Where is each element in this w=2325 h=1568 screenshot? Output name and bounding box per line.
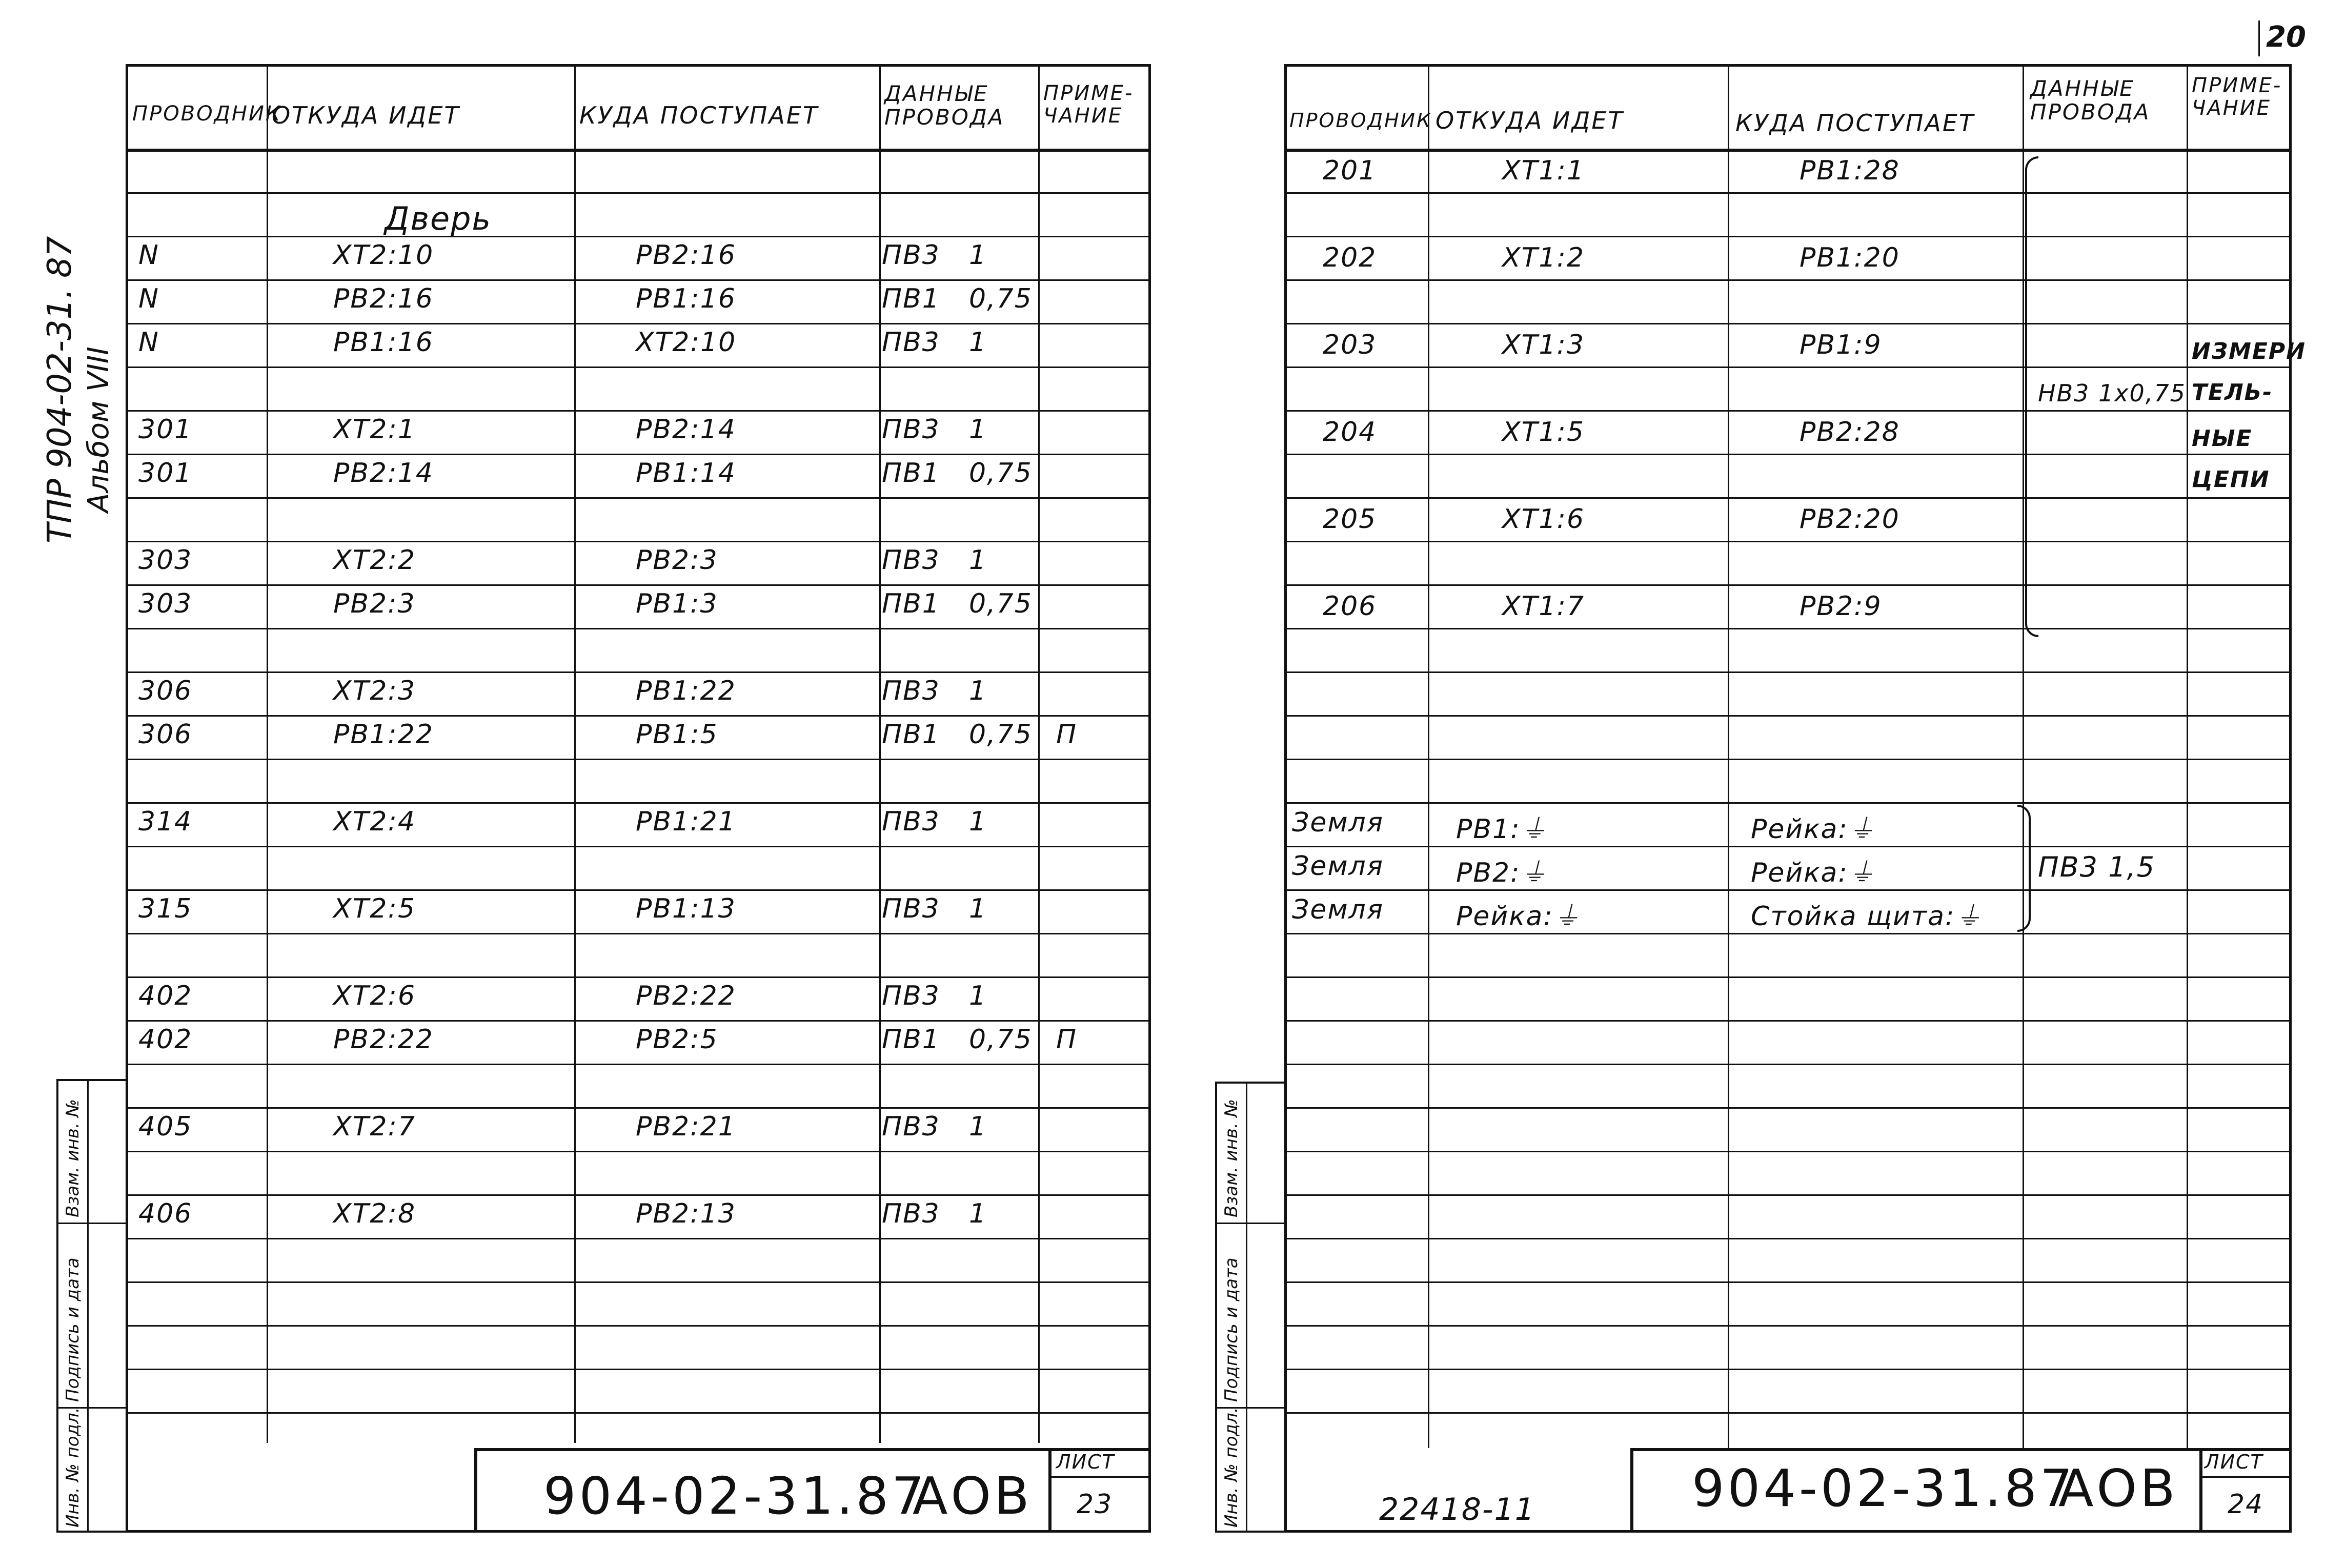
table-cell-to: PB2:13 — [636, 1198, 736, 1229]
table-cell-size: 1 — [969, 676, 987, 706]
row-line — [126, 236, 1151, 237]
table-cell-to: PB2:5 — [636, 1024, 718, 1055]
table-cell-conductor: 303 — [138, 545, 193, 576]
row-line — [126, 279, 1151, 281]
table-cell-conductor: N — [138, 327, 159, 358]
table-cell-size: 1 — [969, 1111, 987, 1142]
divider — [1215, 1223, 1287, 1224]
row-line — [1284, 671, 2292, 673]
table-cell-to: PB2:22 — [636, 981, 736, 1011]
header-note: ПРИМЕ-ЧАНИЕ — [2192, 74, 2282, 120]
table-cell-wire: ПВ1 — [882, 719, 940, 750]
group-wire: НВ3 1х0,75 — [2038, 379, 2186, 407]
table-cell-from: XT2:4 — [333, 806, 416, 837]
title-block-sheet-sep — [1048, 1448, 1052, 1533]
table-cell-to: PB2:21 — [636, 1111, 736, 1142]
row-line — [1284, 1412, 2292, 1414]
header-wire-data: ДАННЫЕ ПРОВОДА — [884, 81, 1005, 130]
sheet-number: 24 — [2228, 1489, 2264, 1520]
row-line — [126, 192, 1151, 194]
col-sep — [1728, 64, 1729, 1448]
table-cell-conductor: 314 — [138, 806, 193, 837]
stamp-signature: Подпись и дата — [1221, 1257, 1242, 1402]
row-line — [1284, 497, 2292, 499]
row-line — [1284, 279, 2292, 281]
table-cell-from: XT2:7 — [333, 1111, 416, 1142]
table-cell-to: PB1:28 — [1800, 155, 1900, 186]
row-line — [1284, 1238, 2292, 1239]
table-cell-size: 1 — [969, 893, 987, 924]
table-cell-to: PB2:16 — [636, 240, 736, 271]
header-to: КУДА ПОСТУПАЕТ — [579, 101, 819, 129]
doc-suffix: АОВ — [913, 1466, 1033, 1526]
page-number: 20 — [2266, 21, 2306, 54]
table-cell-to: PB1:22 — [636, 676, 736, 706]
row-line — [1284, 192, 2292, 194]
table-cell-to: PB1:21 — [636, 806, 736, 837]
row-line — [126, 1064, 1151, 1065]
row-line — [1284, 541, 2292, 542]
table-cell-to: PB1:9 — [1800, 330, 1882, 360]
table-cell-from: PB2:16 — [333, 283, 434, 314]
table-cell-to: PB1:3 — [636, 588, 718, 619]
table-cell-from: XT1:7 — [1502, 591, 1585, 622]
row-line — [1284, 802, 2292, 804]
row-line — [1284, 976, 2292, 978]
table-cell-from: XT2:2 — [333, 545, 416, 576]
stamp-inv: Инв. № подл. — [63, 1407, 83, 1528]
header-note: ПРИМЕ-ЧАНИЕ — [1043, 82, 1134, 128]
table-cell-from: XT1:6 — [1502, 504, 1585, 535]
table-cell-conductor: 406 — [138, 1198, 193, 1229]
row-line — [126, 976, 1151, 978]
row-line — [126, 628, 1151, 629]
table-cell-conductor: 405 — [138, 1111, 193, 1142]
table-cell-wire: ПВ3 — [882, 676, 940, 706]
table-cell-from: XT1:5 — [1502, 417, 1585, 447]
row-line — [1284, 454, 2292, 455]
table-cell-wire: ПВ3 — [882, 414, 940, 445]
table-cell-wire: ПВ1 — [882, 1024, 940, 1055]
row-line — [126, 541, 1151, 542]
table-cell-conductor: 201 — [1323, 155, 1377, 186]
table-cell-to: PB1:5 — [636, 719, 718, 750]
table-cell-size: 0,75 — [969, 719, 1033, 750]
row-line — [1284, 236, 2292, 237]
stamp-replace: Взам. инв. № — [63, 1099, 83, 1217]
row-line — [126, 1194, 1151, 1196]
col-sep — [1038, 64, 1040, 1443]
table-cell-wire: ПВ3 — [882, 545, 940, 576]
table-cell-to: PB2:9 — [1800, 591, 1882, 622]
table-cell-from: XT2:10 — [333, 240, 434, 271]
table-cell-wire: ПВ3 — [882, 1198, 940, 1229]
sheet-label: ЛИСТ — [1056, 1451, 1115, 1473]
table-cell-from: XT2:1 — [333, 414, 416, 445]
table-cell-from: XT2:6 — [333, 981, 416, 1011]
table-cell-note: П — [1056, 1024, 1078, 1055]
table-cell-conductor: 306 — [138, 676, 193, 706]
sheet-number: 23 — [1077, 1489, 1113, 1520]
handwritten-number: 22418-11 — [1379, 1492, 1535, 1528]
stamp-inv: Инв. № подл. — [1221, 1407, 1242, 1528]
row-line — [126, 410, 1151, 412]
row-line — [1284, 715, 2292, 717]
row-line — [126, 366, 1151, 368]
table-cell-to: PB1:20 — [1800, 242, 1900, 273]
ground-wire: ПВ3 1,5 — [2038, 851, 2156, 883]
divider — [2199, 1476, 2292, 1478]
table-cell-to: PB1:16 — [636, 283, 736, 314]
header-to: КУДА ПОСТУПАЕТ — [1735, 109, 1975, 137]
table-cell-from: XT1:3 — [1502, 330, 1585, 360]
ground-cell-conductor: Земля — [1292, 807, 1384, 838]
right-sheet-frame — [1284, 64, 2292, 1533]
ground-cell-from: PB2:⏚ — [1456, 858, 1548, 888]
side-title-line1: ТПР 904-02-31. 87 — [41, 236, 79, 543]
table-cell-from: PB2:22 — [333, 1024, 434, 1055]
group-note-1: ИЗМЕРИ — [2192, 338, 2306, 364]
row-line — [1284, 628, 2292, 629]
header-conductor: ПРОВОДНИК — [1289, 109, 1432, 132]
row-line — [126, 1107, 1151, 1109]
ground-cell-from: Рейка:⏚ — [1456, 901, 1581, 932]
table-cell-wire: ПВ1 — [882, 458, 940, 488]
table-cell-conductor: 204 — [1323, 417, 1377, 447]
row-line — [1284, 1020, 2292, 1022]
table-cell-size: 1 — [969, 545, 987, 576]
table-cell-conductor: N — [138, 240, 159, 271]
title-block-sheet-sep — [2199, 1448, 2202, 1533]
ground-cell-to: Рейка:⏚ — [1751, 858, 1876, 888]
table-cell-size: 1 — [969, 981, 987, 1011]
table-cell-conductor: 306 — [138, 719, 193, 750]
ground-cell-conductor: Земля — [1292, 894, 1384, 925]
table-cell-from: XT1:2 — [1502, 242, 1585, 273]
header-separator — [1284, 149, 2292, 152]
row-line — [126, 889, 1151, 891]
row-line — [126, 323, 1151, 324]
row-line — [126, 1325, 1151, 1327]
row-line — [1284, 846, 2292, 847]
row-line — [1284, 933, 2292, 934]
row-line — [1284, 889, 2292, 891]
col-sep — [2187, 64, 2188, 1448]
row-line — [1284, 410, 2292, 412]
row-line — [1284, 1325, 2292, 1327]
row-line — [1284, 1151, 2292, 1152]
table-cell-to: PB1:14 — [636, 458, 736, 488]
row-line — [1284, 1281, 2292, 1283]
table-cell-to: PB2:14 — [636, 414, 736, 445]
table-cell-conductor: 205 — [1323, 504, 1377, 535]
table-cell-size: 0,75 — [969, 1024, 1033, 1055]
divider — [1048, 1476, 1151, 1478]
side-title-line2: Альбом VIII — [82, 347, 115, 513]
table-cell-conductor: 203 — [1323, 330, 1377, 360]
table-cell-wire: ПВ3 — [882, 981, 940, 1011]
row-line — [126, 759, 1151, 760]
table-cell-to: PB2:3 — [636, 545, 718, 576]
table-cell-from: XT2:3 — [333, 676, 416, 706]
table-cell-wire: ПВ1 — [882, 588, 940, 619]
table-cell-conductor: 202 — [1323, 242, 1377, 273]
row-line — [126, 1238, 1151, 1239]
table-cell-from: PB1:16 — [333, 327, 434, 358]
table-cell-wire: ПВ3 — [882, 893, 940, 924]
row-line — [126, 715, 1151, 717]
section-title: Дверь — [385, 200, 492, 237]
row-line — [1284, 1369, 2292, 1370]
title-block-top — [1630, 1448, 2292, 1451]
col-sep — [1428, 64, 1429, 1448]
ground-cell-conductor: Земля — [1292, 851, 1384, 882]
row-line — [126, 933, 1151, 934]
table-cell-to: XT2:10 — [636, 327, 737, 358]
row-line — [1284, 323, 2292, 324]
row-line — [126, 454, 1151, 455]
header-wire-data: ДАННЫЕ ПРОВОДА — [2030, 76, 2151, 125]
table-cell-size: 1 — [969, 1198, 987, 1229]
row-line — [126, 1412, 1151, 1414]
group-brace — [2025, 156, 2038, 637]
header-conductor: ПРОВОДНИК — [132, 102, 282, 126]
table-cell-wire: ПВ3 — [882, 240, 940, 271]
table-cell-from: XT1:1 — [1502, 155, 1585, 186]
doc-code: 904-02-31.87 — [543, 1466, 927, 1526]
table-cell-wire: ПВ3 — [882, 327, 940, 358]
table-cell-size: 0,75 — [969, 458, 1033, 488]
table-cell-conductor: 206 — [1323, 591, 1377, 622]
table-cell-conductor: 402 — [138, 981, 193, 1011]
row-line — [126, 1020, 1151, 1022]
sheet-label: ЛИСТ — [2205, 1451, 2263, 1473]
table-cell-from: PB2:14 — [333, 458, 434, 488]
divider — [56, 1223, 128, 1224]
row-line — [126, 846, 1151, 847]
table-cell-wire: ПВ3 — [882, 806, 940, 837]
row-line — [126, 1369, 1151, 1370]
table-cell-from: PB2:3 — [333, 588, 416, 619]
table-cell-size: 1 — [969, 414, 987, 445]
divider — [87, 1079, 89, 1533]
table-cell-conductor: 402 — [138, 1024, 193, 1055]
divider — [1246, 1082, 1247, 1533]
row-line — [1284, 1194, 2292, 1196]
table-cell-conductor: 301 — [138, 414, 193, 445]
col-sep — [879, 64, 881, 1443]
stamp-signature: Подпись и дата — [63, 1257, 83, 1402]
table-cell-wire: ПВ3 — [882, 1111, 940, 1142]
row-line — [126, 1281, 1151, 1283]
ground-cell-to: Стойка щита:⏚ — [1751, 901, 1983, 932]
doc-code: 904-02-31.87 — [1692, 1458, 2076, 1518]
header-separator — [126, 149, 1151, 152]
divider — [2258, 21, 2260, 56]
table-cell-size: 0,75 — [969, 588, 1033, 619]
table-cell-size: 1 — [969, 806, 987, 837]
header-from: ОТКУДА ИДЕТ — [272, 101, 460, 129]
row-line — [1284, 759, 2292, 760]
table-cell-from: PB1:22 — [333, 719, 434, 750]
doc-suffix: АОВ — [2058, 1458, 2178, 1518]
table-cell-to: PB2:20 — [1800, 504, 1900, 535]
table-cell-size: 1 — [969, 240, 987, 271]
ground-brace — [2017, 805, 2031, 932]
title-block-left — [474, 1448, 477, 1533]
col-sep — [267, 64, 268, 1443]
table-cell-from: XT2:5 — [333, 893, 416, 924]
table-cell-conductor: 303 — [138, 588, 193, 619]
table-cell-note: П — [1056, 719, 1078, 750]
row-line — [126, 1151, 1151, 1152]
table-cell-conductor: N — [138, 283, 159, 314]
table-cell-size: 0,75 — [969, 283, 1033, 314]
row-line — [126, 802, 1151, 804]
row-line — [126, 497, 1151, 499]
header-from: ОТКУДА ИДЕТ — [1436, 107, 1624, 134]
table-cell-size: 1 — [969, 327, 987, 358]
table-cell-to: PB2:28 — [1800, 417, 1900, 447]
stamp-replace: Взам. инв. № — [1221, 1099, 1242, 1217]
table-cell-from: XT2:8 — [333, 1198, 416, 1229]
group-note-4: ЦЕПИ — [2192, 466, 2270, 493]
ground-cell-to: Рейка:⏚ — [1751, 814, 1876, 845]
row-line — [126, 584, 1151, 586]
row-line — [1284, 1107, 2292, 1109]
ground-cell-from: PB1:⏚ — [1456, 814, 1548, 845]
col-sep — [2023, 64, 2024, 1448]
table-cell-wire: ПВ1 — [882, 283, 940, 314]
row-line — [1284, 1064, 2292, 1065]
table-cell-to: PB1:13 — [636, 893, 736, 924]
row-line — [1284, 584, 2292, 586]
table-cell-conductor: 315 — [138, 893, 193, 924]
table-cell-conductor: 301 — [138, 458, 193, 488]
row-line — [1284, 366, 2292, 368]
group-note-3: НЫЕ — [2192, 425, 2253, 452]
col-sep — [574, 64, 576, 1443]
title-block-left — [1630, 1448, 1633, 1533]
row-line — [126, 671, 1151, 673]
group-note-2: ТЕЛЬ- — [2192, 379, 2273, 405]
